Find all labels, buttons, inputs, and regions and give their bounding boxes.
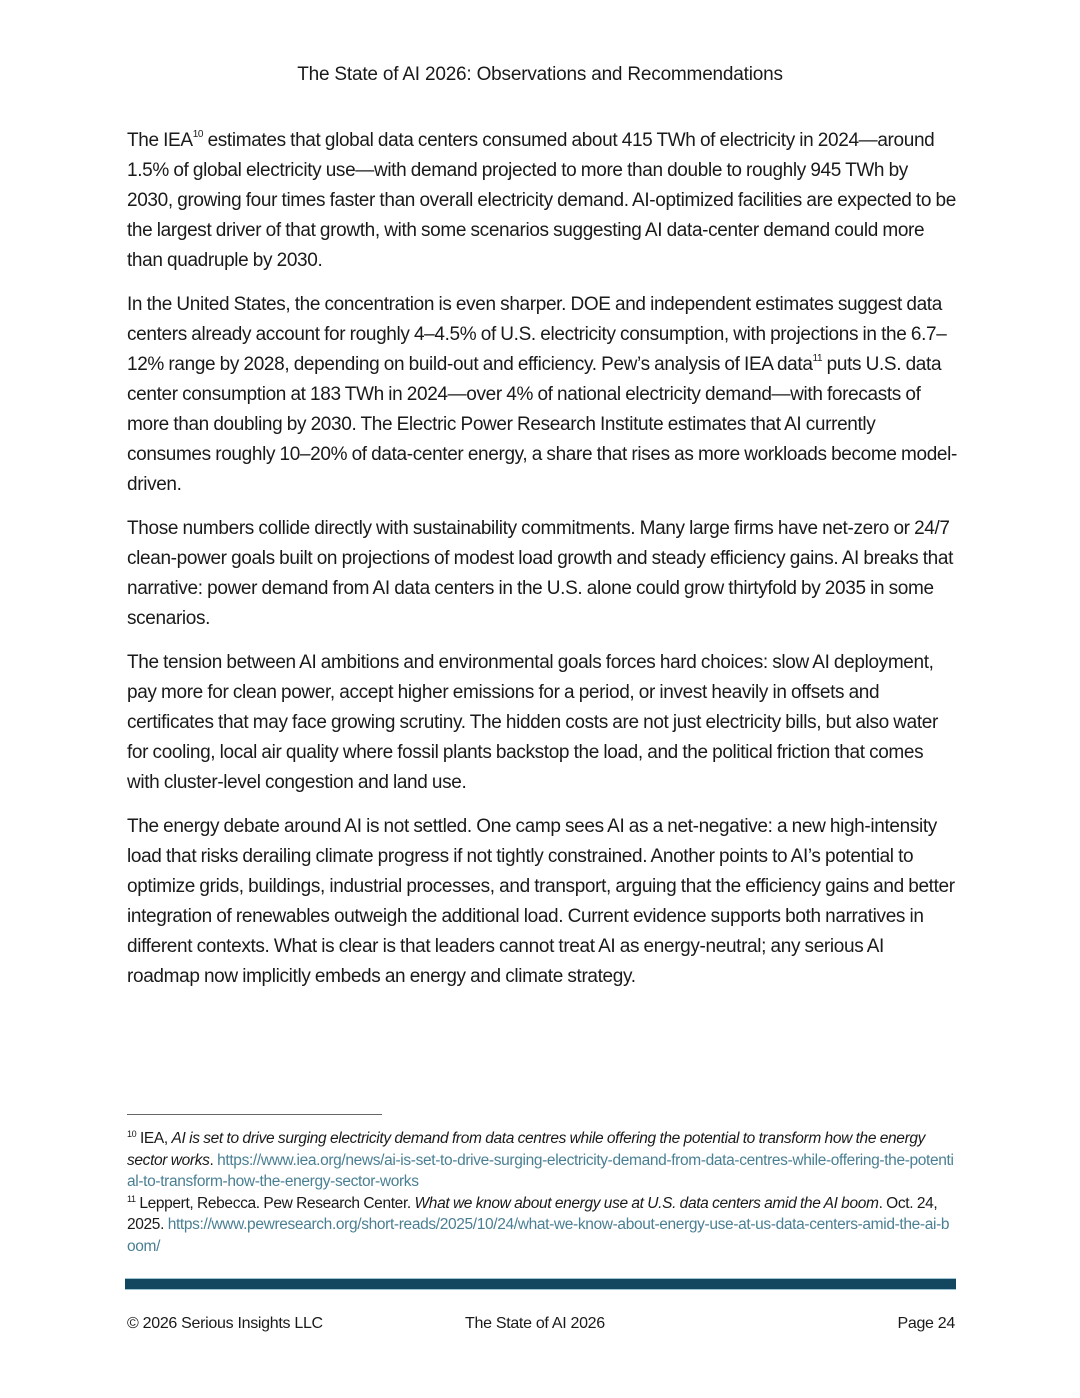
paragraph-text: estimates that global data centers consumed about 415 TWh of electricity in 2024—around 1.5% of global electricity use—with demand projected to more than double to roughly 945 TWh by 2030, growing four times faster than overall electricity demand. AI-optimized facilities are expected to be the largest driver of that growth, with some scenarios suggesting AI data-center demand could more than quadruple by 2030.	[127, 130, 956, 271]
footnote	[127, 1193, 957, 1258]
paragraph	[127, 514, 957, 634]
paragraph-text: The energy debate around AI is not settled. One camp sees AI as a net-negative: a new high-intensity load that risks derailing climate progress if not tightly constrained. Another points to AI’s potential to optimize grids, buildings, industrial processes, and transport, arguing that the efficiency gains and better integration of renewables outweigh the additional load. Current evidence supports both narratives in different contexts. What is clear is that leaders cannot treat AI as energy-neutral; any serious AI roadmap now implicitly embeds an energy and climate strategy.	[127, 816, 955, 987]
paragraph	[127, 126, 957, 276]
footer-doc-title: The State of AI 2026	[465, 1315, 605, 1332]
footnotes	[127, 1128, 957, 1257]
footnote-number: 10	[127, 1128, 137, 1139]
paragraph	[127, 648, 957, 798]
footer-bar	[125, 1279, 956, 1289]
paragraph-text: puts U.S. data center consumption at 183 TWh in 2024—over 4% of national electricity demand—with forecasts of more than doubling by 2030. The Electric Power Research Institute estimates that AI currently consumes roughly 10–20% of data-center energy, a share that rises as more workloads become model-driven.	[127, 354, 957, 495]
footer-copyright: © 2026 Serious Insights LLC	[127, 1315, 323, 1332]
paragraph-text: The IEA	[127, 130, 193, 151]
body-text	[127, 126, 957, 1006]
paragraph-text: The tension between AI ambitions and environmental goals forces hard choices: slow AI deployment, pay more for clean power, accept higher emissions for a period, or invest heavily in offsets and certificates that may face growing scrutiny. The hidden costs are not just electricity bills, but also water for cooling, local air quality where fossil plants backstop the load, and the political friction that comes with cluster-level congestion and land use.	[127, 652, 938, 793]
footnote-separator	[127, 1114, 382, 1115]
paragraph	[127, 812, 957, 992]
footnote-link[interactable]: https://www.pewresearch.org/short-reads/2025/10/24/what-we-know-about-energy-use-at-us-data-centers-amid-the-ai-boom/	[127, 1216, 950, 1255]
footnote-title: AI is set to drive surging electricity demand from data centres while offering the potential to transform how the energy sector works	[127, 1130, 926, 1169]
footnote-link[interactable]: https://www.iea.org/news/ai-is-set-to-drive-surging-electricity-demand-from-data-centres-while-offering-the-potential-to-transform-how-the-energy-sector-works	[127, 1151, 954, 1190]
footnote-title: What we know about energy use at U.S. data centers amid the AI boom	[414, 1194, 879, 1212]
footnote-number: 11	[127, 1193, 136, 1204]
page-number: Page 24	[897, 1315, 955, 1332]
page-footer	[127, 1315, 955, 1337]
footnote-reference[interactable]: 11	[812, 352, 823, 364]
footnote-reference[interactable]: 10	[192, 128, 204, 140]
footnote-prefix: IEA,	[136, 1130, 172, 1147]
paragraph-text: Those numbers collide directly with sustainability commitments. Many large firms have net-zero or 24/7 clean-power goals built on projections of modest load growth and steady efficiency gains. AI breaks that narrative: power demand from AI data centers in the U.S. alone could grow thirtyfold by 2035 in some scenarios.	[127, 518, 954, 629]
footnote	[127, 1128, 957, 1193]
footnote-suffix: . Oct. 24, 2025.	[127, 1194, 938, 1233]
running-header: The State of AI 2026: Observations and Recommendations	[297, 64, 783, 85]
paragraph-text: In the United States, the concentration is even sharper. DOE and independent estimates suggest data centers already account for roughly 4–4.5% of U.S. electricity consumption, with projections in the 6.7–12% range by 2028, depending on build-out and efficiency. Pew’s analysis of IEA data	[127, 294, 947, 375]
paragraph	[127, 290, 957, 500]
footnote-suffix: .	[209, 1151, 218, 1169]
footnote-prefix: Leppert, Rebecca. Pew Research Center.	[135, 1194, 415, 1212]
